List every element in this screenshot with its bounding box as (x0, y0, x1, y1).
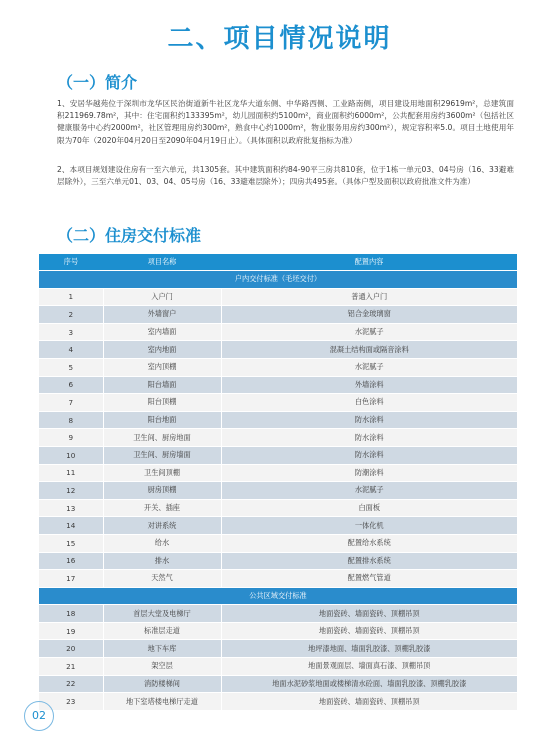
row-index: 14 (39, 517, 103, 535)
row-index: 9 (39, 429, 103, 447)
row-item-name: 给水 (103, 534, 221, 552)
row-item-name: 地下车库 (103, 640, 221, 658)
row-item-name: 架空层 (103, 658, 221, 676)
row-item-name: 室内地面 (103, 341, 221, 359)
row-config: 一体化机 (221, 517, 517, 535)
row-config: 铝合金玻璃窗 (221, 306, 517, 324)
table-row (39, 429, 517, 447)
row-index: 5 (39, 358, 103, 376)
row-index: 6 (39, 376, 103, 394)
table-row (39, 605, 517, 623)
table-row (39, 693, 517, 711)
row-item-name: 地下室塔楼电梯厅走道 (103, 693, 221, 711)
table-row (39, 358, 517, 376)
row-item-name: 首层大堂及电梯厅 (103, 605, 221, 623)
row-config: 配置给水系统 (221, 534, 517, 552)
table-row (39, 658, 517, 676)
table-row (39, 376, 517, 394)
row-config: 地面景观面层、墙面真石漆、顶棚吊顶 (221, 658, 517, 676)
row-item-name: 入户门 (103, 288, 221, 306)
row-index: 13 (39, 499, 103, 517)
row-index: 1 (39, 288, 103, 306)
group-row-indoor (39, 271, 517, 289)
row-config: 防水涂料 (221, 446, 517, 464)
row-item-name: 阳台墙面 (103, 376, 221, 394)
table-row (39, 306, 517, 324)
row-item-name: 卫生间、厨房墙面 (103, 446, 221, 464)
page-number: 02 (24, 701, 54, 731)
section-heading-intro: （一）简介 (57, 73, 138, 92)
row-index: 19 (39, 622, 103, 640)
row-config: 白面板 (221, 499, 517, 517)
table-row (39, 323, 517, 341)
table-header-row (39, 254, 517, 271)
row-config: 地面水泥砂浆地面或楼梯清水砼面、墙面乳胶漆、顶棚乳胶漆 (221, 675, 517, 693)
row-item-name: 标准层走道 (103, 622, 221, 640)
row-item-name: 开关、插座 (103, 499, 221, 517)
row-index: 12 (39, 482, 103, 500)
row-config: 防潮涂料 (221, 464, 517, 482)
row-index: 20 (39, 640, 103, 658)
table-row (39, 288, 517, 306)
header-item-name: 项目名称 (103, 254, 221, 271)
table-row (39, 517, 517, 535)
row-index: 21 (39, 658, 103, 676)
row-index: 17 (39, 570, 103, 588)
table-row (39, 640, 517, 658)
row-config: 地面瓷砖、墙面瓷砖、顶棚吊顶 (221, 693, 517, 711)
row-item-name: 厨房顶棚 (103, 482, 221, 500)
row-index: 15 (39, 534, 103, 552)
row-index: 22 (39, 675, 103, 693)
row-index: 2 (39, 306, 103, 324)
row-item-name: 阳台顶棚 (103, 394, 221, 412)
table-row (39, 446, 517, 464)
table-row (39, 534, 517, 552)
intro-paragraph-2: 2、本项目规划建设住房有一至六单元，共1305套。其中建筑面积约84-90平三房共810套，位于1栋一单元03、04号房（16、33避难层除外），三至六单元01、03、04、05号房（16、33避难层除外）；四房共495套。（具体户型及面积以政府批准文件为准） (57, 165, 514, 187)
table-row (39, 464, 517, 482)
row-item-name: 外墙窗户 (103, 306, 221, 324)
row-config: 水泥腻子 (221, 482, 517, 500)
table-row (39, 675, 517, 693)
row-index: 7 (39, 394, 103, 412)
intro-paragraph-1: 1、安居华越苑位于深圳市龙华区民治街道新牛社区龙华大道东侧、中华路西侧、工业路南侧，项目建设用地面积29619m²，总建筑面积211969.78m²，其中：住宅面积约133395m²，幼儿园面积约5100m²，商业面积约6000m²，公共配套用房约3600m²（包括社区健康服务中心约2000m²，社区管理用房约300m²，熟食中心约1000m²，物业服务用房约300m²），规定容积率5.0。项目土地使用年限为70年（2020年04月20日至2090年04月19日止）。（具体面积以政府批复指标为准） (57, 99, 514, 145)
row-index: 16 (39, 552, 103, 570)
row-config: 地面瓷砖、墙面瓷砖、顶棚吊顶 (221, 622, 517, 640)
row-index: 4 (39, 341, 103, 359)
row-item-name: 卫生间、厨房地面 (103, 429, 221, 447)
group-row-public-label: 公共区域交付标准 (39, 587, 517, 605)
table-row (39, 499, 517, 517)
row-index: 11 (39, 464, 103, 482)
row-item-name: 卫生间顶棚 (103, 464, 221, 482)
table-row (39, 482, 517, 500)
row-config: 混凝土结构面或隔音涂料 (221, 341, 517, 359)
table-row (39, 570, 517, 588)
table-row (39, 622, 517, 640)
header-index: 序号 (39, 254, 103, 271)
group-row-indoor-label: 户内交付标准（毛坯交付） (39, 271, 517, 289)
delivery-standard-table (39, 254, 517, 711)
row-config: 水泥腻子 (221, 358, 517, 376)
row-item-name: 室内顶棚 (103, 358, 221, 376)
table-row (39, 552, 517, 570)
page-title: 二、项目情况说明 (167, 24, 392, 54)
row-config: 配置排水系统 (221, 552, 517, 570)
row-index: 18 (39, 605, 103, 623)
row-item-name: 对讲系统 (103, 517, 221, 535)
row-index: 8 (39, 411, 103, 429)
section-heading-delivery-standard: （二）住房交付标准 (57, 226, 202, 245)
row-config: 普通入户门 (221, 288, 517, 306)
row-config: 防水涂料 (221, 429, 517, 447)
row-item-name: 排水 (103, 552, 221, 570)
row-index: 10 (39, 446, 103, 464)
row-config: 水泥腻子 (221, 323, 517, 341)
header-config: 配置内容 (221, 254, 517, 271)
row-item-name: 消防楼梯间 (103, 675, 221, 693)
row-index: 23 (39, 693, 103, 711)
row-config: 配置燃气管道 (221, 570, 517, 588)
row-index: 3 (39, 323, 103, 341)
row-config: 白色涂料 (221, 394, 517, 412)
group-row-public (39, 587, 517, 605)
table-row (39, 341, 517, 359)
row-config: 防水涂料 (221, 411, 517, 429)
row-item-name: 天然气 (103, 570, 221, 588)
row-config: 地面瓷砖、墙面瓷砖、顶棚吊顶 (221, 605, 517, 623)
row-item-name: 室内墙面 (103, 323, 221, 341)
table-row (39, 394, 517, 412)
row-item-name: 阳台地面 (103, 411, 221, 429)
table-row (39, 411, 517, 429)
row-config: 地坪漆地面、墙面乳胶漆、顶棚乳胶漆 (221, 640, 517, 658)
row-config: 外墙涂料 (221, 376, 517, 394)
